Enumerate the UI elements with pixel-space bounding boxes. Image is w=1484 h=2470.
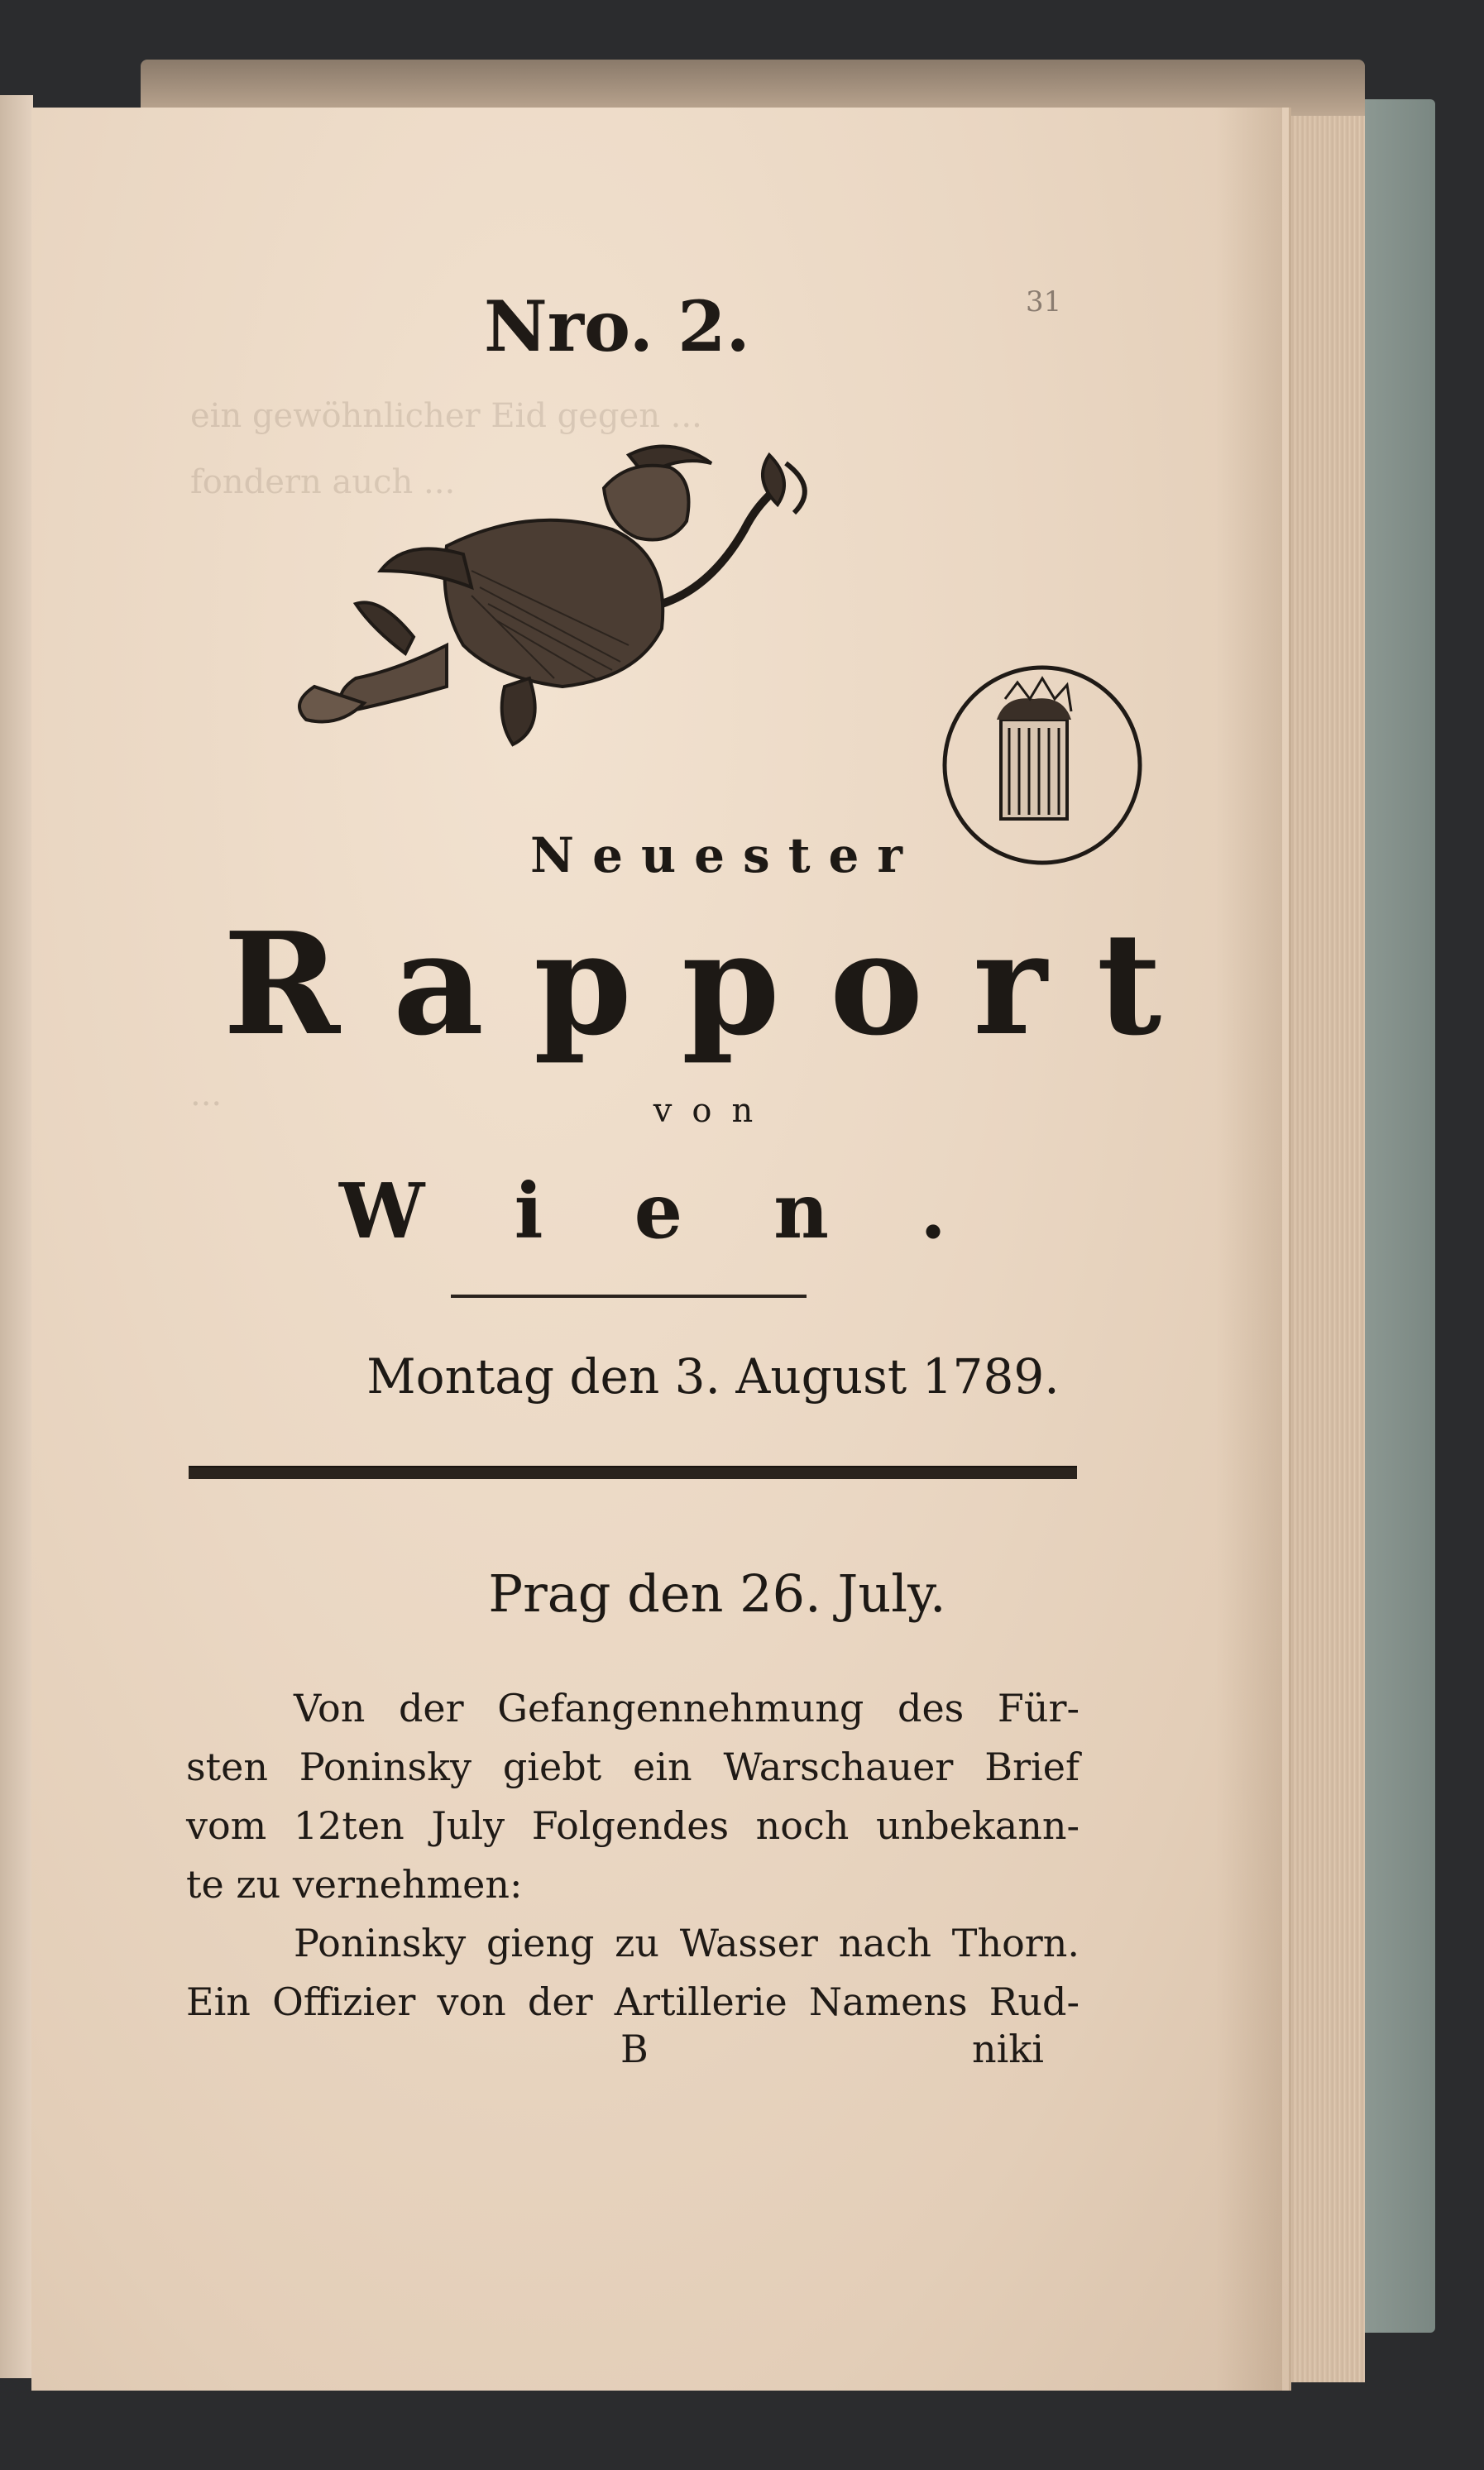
masthead-connector: von xyxy=(653,1092,773,1130)
catchword: niki xyxy=(972,2027,1044,2071)
article-line: Poninsky gieng zu Wasser nach Thorn. xyxy=(294,1921,1079,1965)
masthead-pretitle: Neuester xyxy=(530,827,921,883)
article-line: vom 12ten July Folgendes noch unbekann- xyxy=(186,1803,1079,1848)
masthead-city: Wien. xyxy=(338,1166,1038,1256)
signature-mark: B xyxy=(620,2027,649,2071)
article-line: Ein Offizier von der Artillerie Namens Rud- xyxy=(186,1979,1079,2024)
article-heading: Prag den 26. July. xyxy=(488,1563,946,1624)
bleed-through-text: fondern auch ... xyxy=(190,463,456,501)
issue-number: Nro. 2. xyxy=(484,285,750,367)
article-line: Von der Gefangennehmung des Für- xyxy=(294,1686,1079,1730)
short-divider xyxy=(451,1295,807,1298)
article-line: sten Poninsky giebt ein Warschauer Brief xyxy=(186,1745,1079,1789)
bleed-through-text: ... xyxy=(190,1075,223,1113)
article-body xyxy=(186,1679,1079,2032)
article-line: te zu vernehmen: xyxy=(186,1862,523,1907)
dateline: Montag den 3. August 1789. xyxy=(366,1348,1060,1405)
masthead-title: Rapport xyxy=(223,902,1212,1067)
thick-divider xyxy=(189,1466,1077,1479)
bleed-through-text: ein gewöhnlicher Eid gegen ... xyxy=(190,397,702,435)
page-number: 31 xyxy=(1026,285,1062,318)
